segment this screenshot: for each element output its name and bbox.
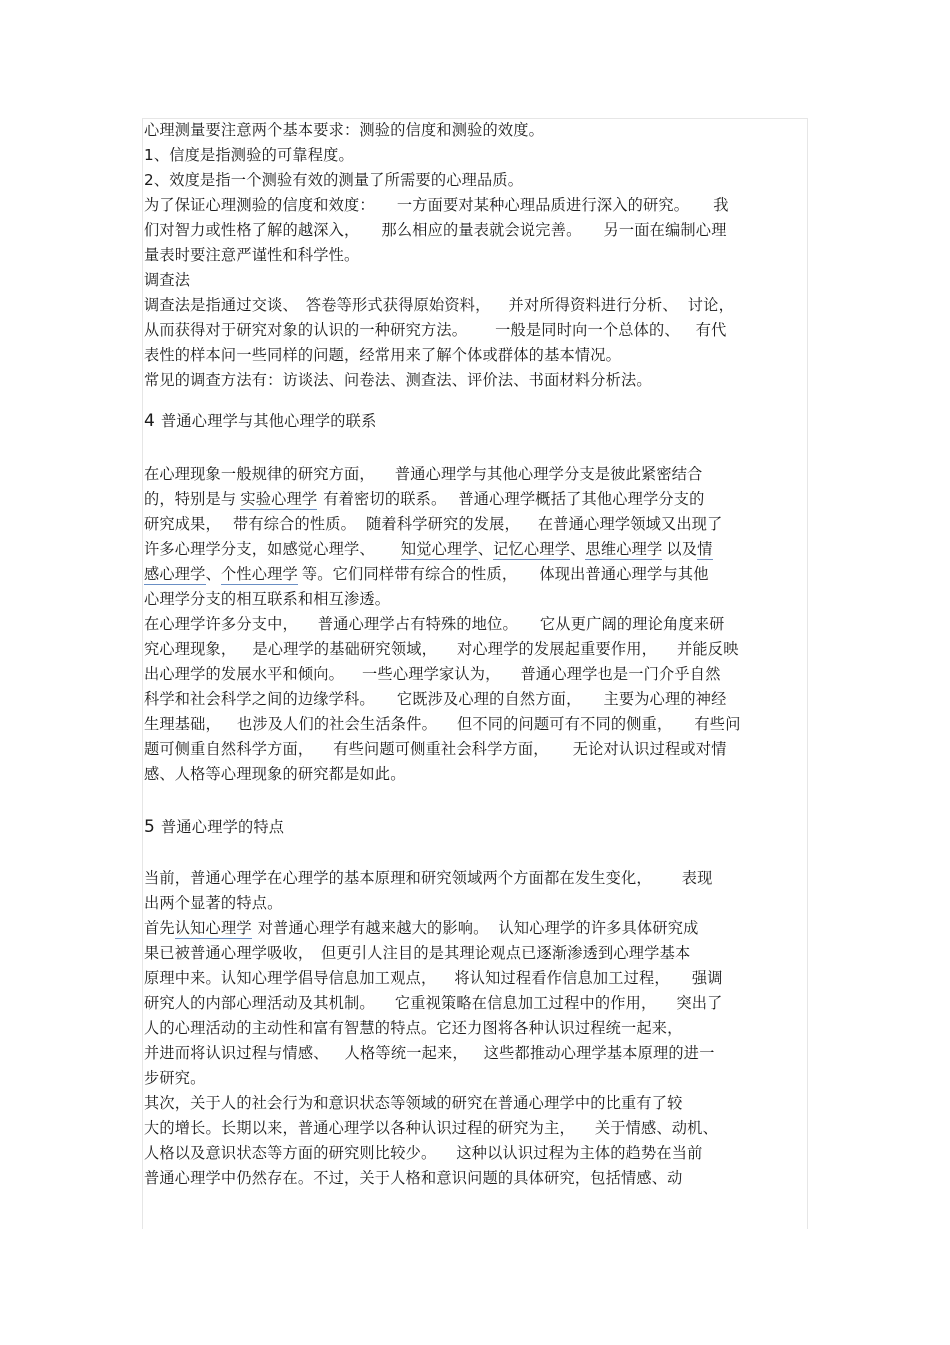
text: 其次，关于人的社会行为和意识状态等领域的研究在普通心理学中的比重有了较 — [144, 1094, 683, 1112]
text-line — [144, 318, 806, 343]
text: 并对所得资料进行分析、 — [508, 296, 678, 314]
text: 大的增长。长期以来，普通心理学以各种认识过程的研究为主， — [144, 1119, 575, 1137]
text: 题可侧重自然科学方面， — [144, 740, 314, 758]
text-line — [144, 712, 806, 737]
link-cognitive-psychology[interactable]: 认知心理学 — [174, 919, 252, 937]
text: 人格等统一起来， — [344, 1044, 468, 1062]
text: 那么相应的量表就会说完善。 — [381, 221, 582, 239]
text-line — [144, 762, 806, 787]
text-line — [144, 1066, 806, 1091]
text: 常见的调查方法有：访谈法、问卷法、测查法、评价法、书面材料分析法。 — [144, 371, 652, 389]
text: 是心理学的基础研究领域， — [252, 640, 437, 658]
text: 表性的样本问一些同样的问题，经常用来了解个体或群体的基本情况。 — [144, 346, 622, 364]
text: 关于情感、动机、 — [594, 1119, 718, 1137]
text: 在普通心理学领域又出现了 — [537, 515, 723, 533]
text: 并能反映 — [677, 640, 739, 658]
text-line — [144, 587, 806, 612]
text-line — [144, 891, 806, 916]
text: 随着科学研究的发展， — [366, 515, 520, 533]
text: 心理测量要注意两个基本要求：测验的信度和测验的效度。 — [144, 121, 545, 139]
text: 以及 — [666, 540, 698, 558]
text: 在心理现象一般规律的研究方面， — [144, 465, 375, 483]
text-line — [144, 662, 806, 687]
text: 调查法 — [144, 271, 191, 289]
link-memory-psychology[interactable]: 记忆心理学 — [493, 540, 571, 558]
text: 它从更广阔的理论角度来研 — [539, 615, 725, 633]
text: 原理中来。认知心理学倡导信息加工观点， — [144, 969, 437, 987]
text: 许多心理学分支，如感觉心理学、 — [144, 540, 375, 558]
text: 有着密切的联系。 — [323, 490, 447, 508]
text: 普通心理学也是一门介乎自然 — [520, 665, 721, 683]
text: 主要为心理的神经 — [603, 690, 727, 708]
text: 为了保证心理测验的信度和效度： — [144, 196, 375, 214]
text: 它重视策略在信息加工过程中的作用， — [394, 994, 657, 1012]
text: 强调 — [691, 969, 723, 987]
text: 生理基础， — [144, 715, 221, 733]
text: 一方面要对某种心理品质进行深入的研究。 — [396, 196, 690, 214]
text: 将认知过程看作信息加工过程， — [454, 969, 670, 987]
text: 1、信度是指测验的可靠程度。 — [144, 146, 354, 164]
text: 科学和社会科学之间的边缘学科。 — [144, 690, 375, 708]
text-line — [144, 343, 806, 368]
text: 、 — [570, 540, 586, 558]
text-line — [144, 243, 806, 268]
text: 表现 — [681, 869, 713, 887]
link-perception-psychology[interactable]: 知觉心理学 — [400, 540, 478, 558]
text: 们对智力或性格了解的越深入， — [144, 221, 360, 239]
text: 答卷等形式获得原始资料， — [305, 296, 491, 314]
text: 当前，普通心理学在心理学的基本原理和研究领域两个方面都在发生变化， — [144, 869, 652, 887]
text: 人格以及意识状态等方面的研究则比较少。 — [144, 1144, 437, 1162]
text-line — [144, 218, 806, 243]
text: 有代 — [695, 321, 727, 339]
section-heading — [144, 815, 806, 840]
section-title: 普通心理学的特点 — [161, 818, 285, 836]
text: 认知心理学的许多具体研究成 — [498, 919, 699, 937]
text-line — [144, 537, 806, 562]
text: 也涉及人们的社会生活条件。 — [236, 715, 437, 733]
text: 2、效度是指一个测验有效的测量了所需要的心理品质。 — [144, 171, 524, 189]
text-line — [144, 737, 806, 762]
text-line — [144, 687, 806, 712]
text: 出心理学的发展水平和倾向。 — [144, 665, 345, 683]
text: 调查法是指通过交谈、 — [144, 296, 298, 314]
text: 这种以认识过程为主体的趋势在当前 — [456, 1144, 703, 1162]
text: 在心理学许多分支中， — [144, 615, 298, 633]
text: 体现出普通心理学与其他 — [539, 565, 709, 583]
text: 量表时要注意严谨性和科学性。 — [144, 246, 360, 264]
text: 有些问 — [694, 715, 741, 733]
text: 步研究。 — [144, 1069, 206, 1087]
text-line — [144, 1091, 806, 1116]
text: 感、人格等心理现象的研究都是如此。 — [144, 765, 406, 783]
text-line — [144, 512, 806, 537]
text: 、 — [477, 540, 494, 558]
text-line — [144, 293, 806, 318]
text-line — [144, 1116, 806, 1141]
text: 从而获得对于研究对象的认识的一种研究方法。 — [144, 321, 468, 339]
text: 研究成果， — [144, 515, 221, 533]
section-number: 4 — [144, 411, 156, 431]
text: 研究人的内部心理活动及其机制。 — [144, 994, 375, 1012]
text: 对心理学的发展起重要作用， — [456, 640, 658, 658]
text-line — [144, 1016, 806, 1041]
text: 它既涉及心理的自然方面， — [396, 690, 582, 708]
text: 但不同的问题可有不同的侧重， — [456, 715, 673, 733]
section-title: 普通心理学与其他心理学的联系 — [161, 412, 377, 430]
link-personality-psychology[interactable]: 个性心理学 — [220, 565, 298, 583]
text: 一些心理学家认为， — [362, 665, 501, 683]
text-line — [144, 1166, 806, 1191]
link-experimental-psychology[interactable]: 实验心理学 — [240, 490, 318, 508]
text: 等。它们同样带有综合的性质， — [301, 565, 518, 583]
text-line — [144, 612, 806, 637]
text: 、 — [205, 565, 221, 583]
text: 普通心理学中仍然存在。不过，关于人格和意识问题的具体研究，包括情感、动 — [144, 1169, 683, 1187]
text-line — [144, 966, 806, 991]
text-line — [144, 866, 806, 891]
text-line — [144, 118, 806, 143]
text: 普通心理学概括了其他心理学分支的 — [458, 490, 705, 508]
text: 普通心理学占有特殊的地位。 — [317, 615, 518, 633]
text: 的，特别是与 — [144, 490, 237, 508]
text-line — [144, 462, 806, 487]
text-line — [144, 1041, 806, 1066]
text-line — [144, 368, 806, 393]
text-line — [144, 637, 806, 662]
text: 出两个显著的特点。 — [144, 894, 283, 912]
text: 无论对认识过程或对情 — [572, 740, 727, 758]
text-line — [144, 193, 806, 218]
text: 究心理现象， — [144, 640, 237, 658]
text: 另一面在编制心理 — [603, 221, 727, 239]
section-heading — [144, 409, 806, 434]
text: 对普通心理学有越来越大的影响。 — [257, 919, 489, 937]
text: 带有综合的性质。 — [232, 515, 357, 533]
text: 一般是同时向一个总体的、 — [495, 321, 680, 339]
link-emotion-psychology[interactable]: 情 — [697, 540, 713, 558]
link-thinking-psychology[interactable]: 思维心理学 — [585, 540, 663, 558]
text: 果已被普通心理学吸收， 但更引人注目的是其理论观点已逐渐渗透到心理学基本 — [144, 944, 691, 962]
survey-title — [144, 268, 806, 293]
text: 并进而将认识过程与情感、 — [144, 1044, 329, 1062]
text-line — [144, 562, 806, 587]
text: 突出了 — [676, 994, 723, 1012]
text-line — [144, 1141, 806, 1166]
text-line — [144, 487, 806, 512]
text: 这些都推动心理学基本原理的进一 — [483, 1044, 715, 1062]
section-number: 5 — [144, 817, 156, 837]
document-body — [144, 118, 806, 1191]
text-line — [144, 991, 806, 1016]
link-emotion-psychology[interactable]: 感心理学 — [144, 565, 206, 583]
text-line — [144, 168, 806, 193]
text: 有些问题可侧重社会科学方面， — [333, 740, 549, 758]
text: 首先 — [144, 919, 175, 937]
text-line — [144, 143, 806, 168]
text-line — [144, 941, 806, 966]
text: 人的心理活动的主动性和富有智慧的特点。它还力图将各种认识过程统一起来， — [144, 1019, 683, 1037]
text-line — [144, 916, 806, 941]
text: 心理学分支的相互联系和相互渗透。 — [144, 590, 391, 608]
text: 我 — [713, 196, 729, 214]
text: 讨论， — [687, 296, 734, 314]
text: 普通心理学与其他心理学分支是彼此紧密结合 — [394, 465, 703, 483]
